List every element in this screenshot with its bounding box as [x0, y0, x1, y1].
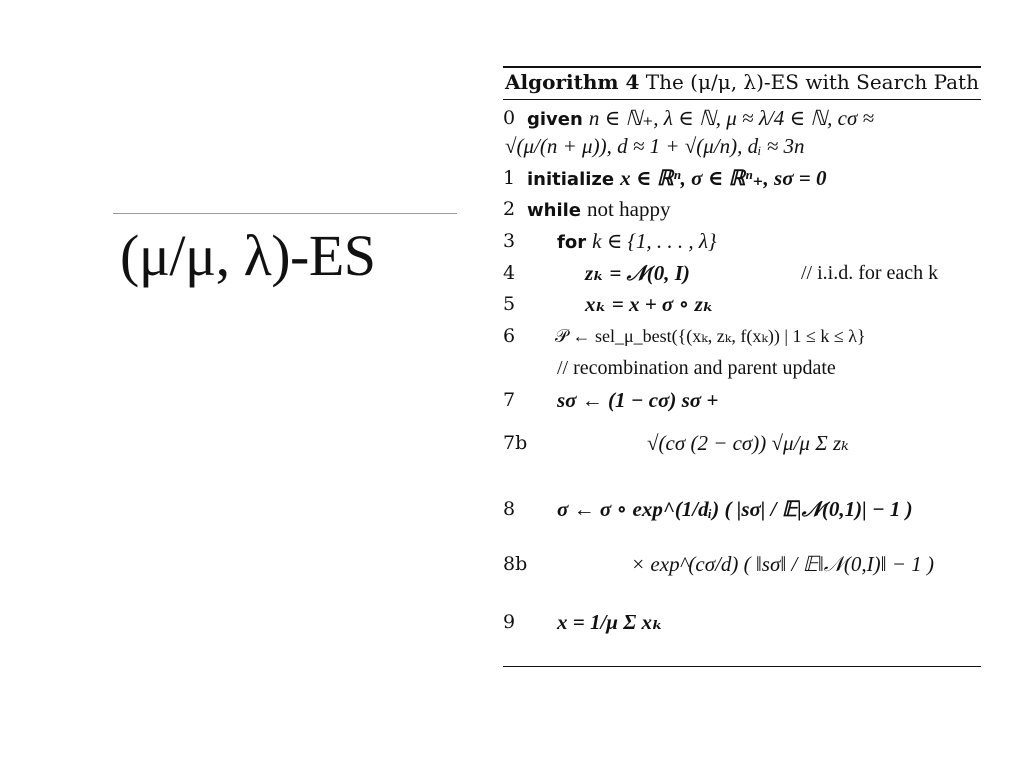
algorithm-bottom-rule	[503, 666, 981, 667]
line-number: 9	[503, 611, 516, 633]
line-number: 7	[503, 389, 516, 411]
line-number: 1	[503, 167, 516, 189]
keyword: for	[557, 232, 587, 253]
line-text: xₖ = x + σ ∘ zₖ	[585, 292, 714, 316]
algorithm-box	[503, 0, 981, 768]
line-text: k ∈ {1, . . . , λ}	[592, 229, 717, 253]
algorithm-label: Algorithm 4	[505, 70, 640, 94]
line-text: zₖ = 𝒩(0, I)	[585, 261, 690, 285]
keyword: while	[527, 200, 581, 221]
line-number: 8	[503, 498, 516, 520]
line-comment: // i.i.d. for each k	[801, 262, 939, 284]
line-text: σ ← σ ∘ exp^(1/dᵢ) ( |sσ| / 𝔼|𝒩(0,1)| − 1 )	[557, 497, 913, 521]
line-text: x = 1/μ Σ xₖ	[557, 610, 663, 634]
line-number: 0	[503, 107, 516, 129]
line-number: 4	[503, 262, 516, 284]
line-text: x ∈ ℝⁿ, σ ∈ ℝⁿ₊, sσ = 0	[620, 166, 827, 190]
line-text: × exp^(cσ/d) ( ‖sσ‖ / 𝔼‖𝒩(0,I)‖ − 1 )	[631, 552, 934, 576]
line-text: sσ ← (1 − cσ) sσ +	[557, 388, 719, 412]
algorithm-mid-rule	[503, 99, 981, 100]
line-number: 7b	[503, 432, 528, 454]
line-text: not happy	[587, 197, 671, 221]
line-number: 3	[503, 230, 516, 252]
line-number: 8b	[503, 553, 528, 575]
line-text: √(cσ (2 − cσ)) √μ/μ Σ zₖ	[647, 431, 849, 455]
line-number: 6	[503, 325, 516, 347]
keyword: given	[527, 109, 583, 130]
algorithm-heading	[505, 70, 979, 94]
line-text: 𝒫 ← sel_μ_best({(xₖ, zₖ, f(xₖ)) | 1 ≤ k ≤ λ}	[555, 326, 866, 346]
keyword: initialize	[527, 169, 615, 190]
line-text: n ∈ ℕ₊, λ ∈ ℕ, μ ≈ λ/4 ∈ ℕ, cσ ≈	[588, 106, 875, 130]
algorithm-title: The (μ/μ, λ)-ES with Search Path	[645, 70, 979, 94]
line-text: // recombination and parent update	[557, 357, 836, 379]
line-number: 5	[503, 293, 516, 315]
algorithm-top-rule	[503, 66, 981, 68]
slide-title: (μ/μ, λ)-ES	[120, 223, 376, 288]
line-text: √(μ/(n + μ)), d ≈ 1 + √(μ/n), dᵢ ≈ 3n	[505, 134, 805, 158]
line-number: 2	[503, 198, 516, 220]
title-underline	[113, 213, 457, 214]
